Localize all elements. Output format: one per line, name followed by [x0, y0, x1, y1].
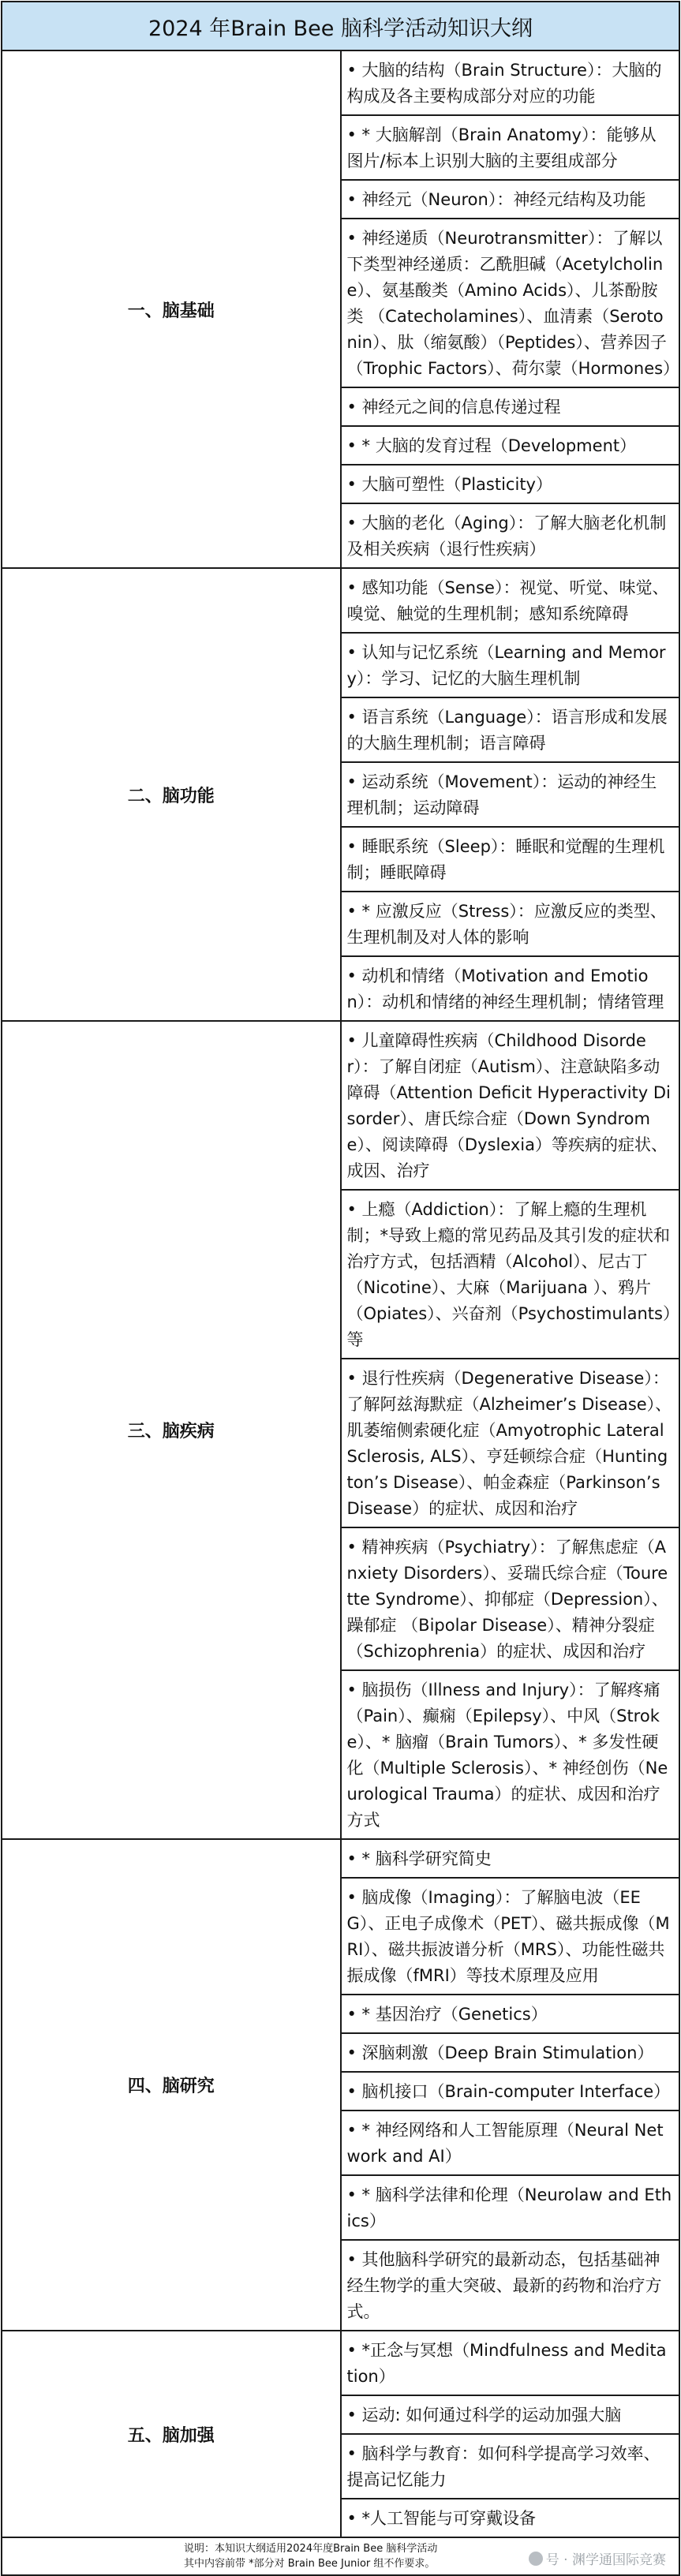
section-label: 四、脑研究 — [2, 1839, 341, 2331]
outline-row — [2, 1839, 679, 1878]
outline-item: • 运动系统（Movement）：运动的神经生理机制；运动障碍 — [341, 762, 680, 827]
outline-row — [2, 568, 679, 633]
outline-item: • * 大脑的发育过程（Development） — [341, 426, 680, 465]
footnote-line-2: 其中内容前带 *部分对 Brain Bee Junior 组不作要求。 — [184, 2558, 436, 2570]
outline-row — [2, 1021, 679, 1190]
outline-item: • *人工智能与可穿戴设备 — [341, 2499, 680, 2537]
watermark-text: 号 · 渊学通国际竞赛 — [545, 2552, 666, 2568]
outline-table — [1, 1, 680, 2576]
watermark — [529, 2548, 666, 2568]
outline-row — [2, 50, 679, 115]
outline-item: • 其他脑科学研究的最新动态，包括基础神经生物学的重大突破、最新的药物和治疗方式。 — [341, 2240, 680, 2331]
outline-item: • 睡眠系统（Sleep）：睡眠和觉醒的生理机制；睡眠障碍 — [341, 827, 680, 892]
outline-item: • 脑成像（Imaging）：了解脑电波（EEG）、正电子成像术（PET）、磁共振成像（MRI）、磁共振波谱分析（MRS）、功能性磁共振成像（fMRI）等技术原理及应用 — [341, 1878, 680, 1995]
outline-item: • 语言系统（Language）：语言形成和发展的大脑生理机制；语言障碍 — [341, 697, 680, 762]
outline-item: • 认知与记忆系统（Learning and Memory）：学习、记忆的大脑生理机制 — [341, 633, 680, 697]
outline-item: • 神经元之间的信息传递过程 — [341, 387, 680, 426]
document-title: 2024 年Brain Bee 脑科学活动知识大纲 — [2, 2, 679, 50]
outline-item: • * 脑科学法律和伦理（Neurolaw and Ethics） — [341, 2175, 680, 2240]
outline-item: • 上瘾（Addiction）：了解上瘾的生理机制；*导致上瘾的常见药品及其引发的症状和治疗方式，包括酒精（Alcohol）、尼古丁（Nicotine）、大麻（Marijuana ）、鸦片（Opiates）、兴奋剂（Psychostimulants）等 — [341, 1190, 680, 1359]
outline-item: • 儿童障碍性疾病（Childhood Disorder）：了解自闭症（Autism）、注意缺陷多动障碍（Attention Deficit Hyperactivity Disorder）、唐氏综合症（Down Syndrome）、阅读障碍（Dyslexia）等疾病的症状、成因、治疗 — [341, 1021, 680, 1190]
outline-item: • 脑损伤（Illness and Injury）：了解疼痛（Pain）、癫痫（Epilepsy）、中风（Stroke）、* 脑瘤（Brain Tumors）、* 多发性硬化（Multiple Sclerosis）、* 神经创伤（Neurological Trauma）的症状、成因和治疗方式 — [341, 1670, 680, 1839]
outline-item: • 感知功能（Sense）：视觉、听觉、味觉、嗅觉、触觉的生理机制；感知系统障碍 — [341, 568, 680, 633]
outline-item: • 大脑可塑性（Plasticity） — [341, 465, 680, 503]
section-label: 一、脑基础 — [2, 50, 341, 568]
outline-item: • 神经递质（Neurotransmitter）：了解以下类型神经递质：乙酰胆碱（Acetylcholine）、氨基酸类（Amino Acids）、儿茶酚胺类 （Catecholamines）、血清素（Serotonin）、肽（缩氨酸）（Peptides）、营养因子（Trophic Factors）、荷尔蒙（Hormones） — [341, 219, 680, 387]
footnote-line-1: 说明：本知识大纲适用2024年度Brain Bee 脑科学活动 — [184, 2543, 438, 2555]
outline-item: • 退行性疾病（Degenerative Disease）：了解阿兹海默症（Alzheimer’s Disease）、肌萎缩侧索硬化症（Amyotrophic Lateral Sclerosis, ALS）、亨廷顿综合症（Huntington’s Disease）、帕金森症（Parkinson’s Disease）的症状、成因和治疗 — [341, 1359, 680, 1527]
outline-row — [2, 2331, 679, 2395]
section-label: 二、脑功能 — [2, 568, 341, 1021]
outline-item: • 脑科学与教育：如何科学提高学习效率、提高记忆能力 — [341, 2434, 680, 2499]
outline-item: • 大脑的结构（Brain Structure）：大脑的构成及各主要构成部分对应的功能 — [341, 50, 680, 115]
outline-document — [1, 1, 680, 2576]
outline-item: • 大脑的老化（Aging）：了解大脑老化机制及相关疾病（退行性疾病） — [341, 503, 680, 568]
section-label: 三、脑疾病 — [2, 1021, 341, 1839]
outline-item: • 精神疾病（Psychiatry）：了解焦虑症（Anxiety Disorders）、妥瑞氏综合症（Tourette Syndrome）、抑郁症（Depression）、躁郁症 （Bipolar Disease）、精神分裂症（Schizophrenia）的症状、成因和治疗 — [341, 1527, 680, 1670]
outline-item: • 脑机接口（Brain-computer Interface） — [341, 2072, 680, 2111]
outline-item: • 深脑刺激（Deep Brain Stimulation） — [341, 2033, 680, 2072]
outline-item: • * 大脑解剖（Brain Anatomy）：能够从图片/标本上识别大脑的主要组成部分 — [341, 115, 680, 180]
wechat-icon — [529, 2552, 543, 2566]
section-label: 五、脑加强 — [2, 2331, 341, 2537]
outline-item: • * 应激反应（Stress）：应激反应的类型、生理机制及对人体的影响 — [341, 892, 680, 956]
outline-item: • * 基因治疗（Genetics） — [341, 1995, 680, 2033]
outline-item: • *正念与冥想（Mindfulness and Meditation） — [341, 2331, 680, 2395]
outline-item: • 运动: 如何通过科学的运动加强大脑 — [341, 2395, 680, 2434]
outline-item: • * 神经网络和人工智能原理（Neural Network and AI） — [341, 2111, 680, 2175]
outline-item: • * 脑科学研究简史 — [341, 1839, 680, 1878]
outline-item: • 神经元（Neuron）：神经元结构及功能 — [341, 180, 680, 219]
outline-item: • 动机和情绪（Motivation and Emotion）：动机和情绪的神经生理机制；情绪管理 — [341, 956, 680, 1021]
